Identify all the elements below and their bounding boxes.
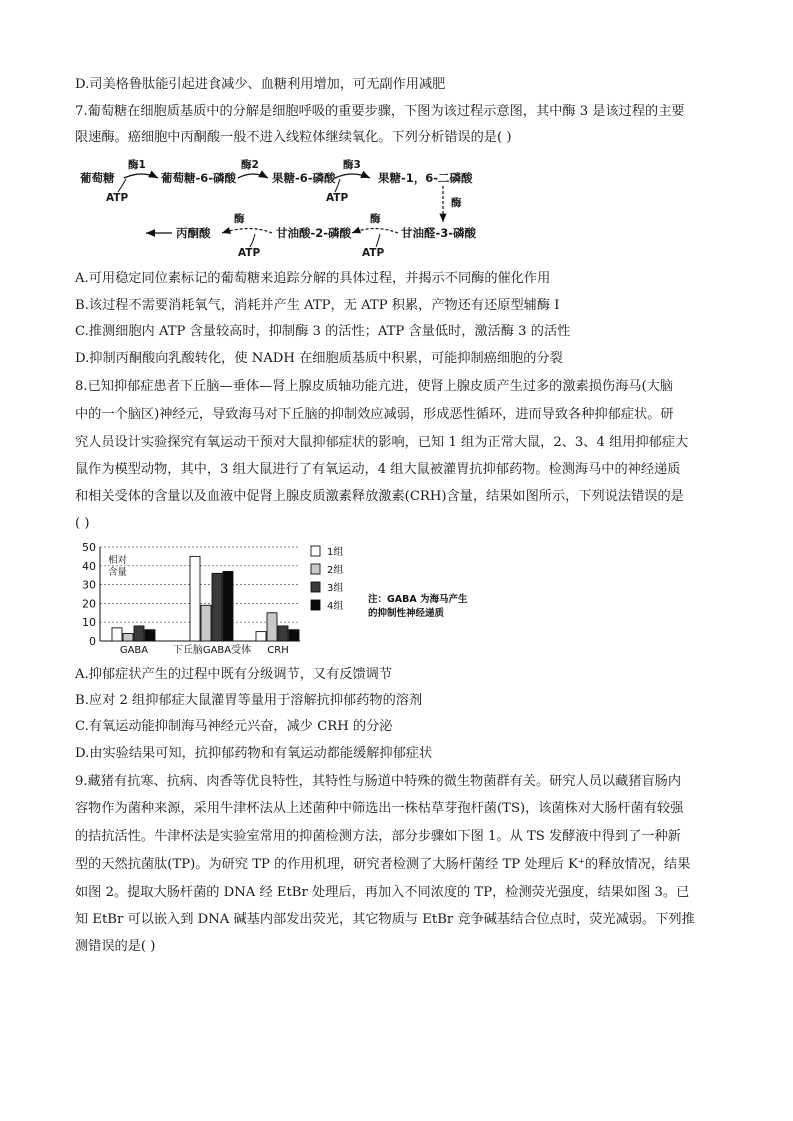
pyruvate-label: 丙酮酸 bbox=[176, 226, 211, 240]
enzyme-label-down: 酶 bbox=[451, 197, 462, 209]
legend-swatch bbox=[311, 582, 320, 592]
legend-swatch bbox=[311, 564, 320, 574]
f6p-label: 果糖-6-磷酸 bbox=[272, 171, 336, 185]
atp-label-1: ATP bbox=[106, 192, 129, 204]
option-7a: A.可用稳定同位素标记的葡萄糖来追踪分解的具体过程，并揭示不同酶的催化作用 bbox=[75, 271, 551, 286]
option-7c: C.推测细胞内 ATP 含量较高时，抑制酶 3 的活性；ATP 含量低时，激活酶 3 的活性 bbox=[75, 324, 571, 339]
bar bbox=[134, 626, 144, 641]
enzyme-label-left-1: 酶 bbox=[370, 213, 381, 225]
arrow-dashed-left-2 bbox=[222, 229, 272, 234]
bar bbox=[223, 571, 233, 641]
question-7-line-2: 限速酶。癌细胞中丙酮酸一般不进入线粒体继续氧化。下列分析错误的是( ) bbox=[75, 130, 512, 145]
question-8-line-5: 和相关受体的含量以及血液中促肾上腺皮质激素释放激素(CRH)含量，结果如图所示，下列说法错误的是 bbox=[75, 489, 684, 504]
option-8c: C.有氧运动能抑制海马神经元兴奋，减少 CRH 的分泌 bbox=[75, 719, 393, 734]
bar bbox=[190, 556, 200, 641]
arrow-enzyme2 bbox=[238, 174, 268, 178]
y-tick-label: 10 bbox=[82, 616, 96, 630]
y-tick-label: 20 bbox=[82, 597, 96, 611]
legend-swatch bbox=[311, 546, 320, 556]
question-7-line-1: 7.葡萄糖在细胞质基质中的分解是细胞呼吸的重要步骤，下图为该过程示意图，其中酶 3 是该过程的主要 bbox=[75, 104, 685, 119]
option-7d: D.抑制丙酮酸向乳酸转化，使 NADH 在细胞质基质中积累，可能抑制癌细胞的分裂 bbox=[75, 351, 563, 366]
x-tick-label: GABA bbox=[119, 645, 149, 656]
g3p-label: 甘油醛-3-磷酸 bbox=[401, 226, 477, 240]
arrow-enzyme1 bbox=[124, 174, 158, 178]
bar bbox=[123, 633, 133, 641]
g6p-label: 葡萄糖-6-磷酸 bbox=[161, 171, 237, 185]
question-8-line-6: ( ) bbox=[75, 516, 90, 531]
bar bbox=[267, 613, 277, 641]
question-9-line-1: 9.藏猪有抗寒、抗病、肉香等优良特性，其特性与肠道中特殊的微生物菌群有关。研究人员以藏猪盲肠内 bbox=[75, 774, 682, 789]
bar bbox=[201, 605, 211, 641]
arrow-dashed-left-1 bbox=[352, 229, 398, 234]
g2p-label: 甘油酸-2-磷酸 bbox=[276, 226, 352, 240]
option-8d: D.由实验结果可知，抗抑郁药物和有氧运动都能缓解抑郁症状 bbox=[75, 746, 433, 761]
option-8a: A.抑郁症状产生的过程中既有分级调节，又有反馈调节 bbox=[75, 667, 393, 682]
x-tick-label: 下丘脑GABA受体 bbox=[172, 645, 252, 656]
atp-label-3: ATP bbox=[362, 247, 385, 259]
bar bbox=[145, 630, 155, 641]
option-8b: B.应对 2 组抑郁症大鼠灌胃等量用于溶解抗抑郁药物的溶剂 bbox=[75, 693, 423, 708]
chart-note-line1: 注：GABA 为海马产生 bbox=[368, 594, 468, 605]
question-9-line-7: 测错误的是( ) bbox=[75, 939, 156, 954]
atp-label-2: ATP bbox=[326, 192, 349, 204]
question-9-line-2: 容物作为菌种来源，采用牛津杯法从上述菌种中筛选出一株枯草芽孢杆菌(TS)，该菌株对大肠杆菌有较强 bbox=[75, 801, 684, 816]
y-tick-label: 30 bbox=[82, 578, 96, 592]
legend-label: 2组 bbox=[327, 565, 344, 576]
legend-label: 1组 bbox=[327, 547, 344, 558]
question-9-line-3: 的拮抗活性。牛津杯法是实验室常用的抑菌检测方法，部分步骤如下图 1。从 TS 发酵液中得到了一种新 bbox=[75, 829, 681, 844]
enzyme3-label: 酶3 bbox=[343, 159, 361, 171]
legend-label: 3组 bbox=[327, 583, 344, 594]
question-9-line-4: 型的天然抗菌肽(TP)。为研究 TP 的作用机理，研究者检测了大肠杆菌经 TP 处理后 K⁺的释放情况，结果 bbox=[75, 857, 691, 872]
y-tick-label: 0 bbox=[89, 635, 96, 648]
option-6d: D.司美格鲁肽能引起进食减少、血糖利用增加，可无副作用减肥 bbox=[75, 77, 446, 92]
option-7b: B.该过程不需要消耗氧气，消耗并产生 ATP，无 ATP 积累，产物还有还原型辅酶 I bbox=[75, 298, 560, 313]
enzyme-label-left-2: 酶 bbox=[234, 213, 245, 225]
question-8-line-3: 究人员设计实验探究有氧运动干预对大鼠抑郁症状的影响，已知 1 组为正常大鼠，2、3、4 组用抑郁症大 bbox=[75, 435, 689, 450]
question-9-line-6: 知 EtBr 可以嵌入到 DNA 碱基内部发出荧光，其它物质与 EtBr 竞争碱基结合位点时，荧光减弱。下列推 bbox=[75, 912, 695, 927]
y-tick-label: 40 bbox=[82, 559, 96, 573]
arrow-enzyme3 bbox=[335, 174, 370, 178]
bar bbox=[212, 573, 222, 641]
question-8-line-2: 中的一个脑区)神经元，导致海马对下丘脑的抑制效应减弱，形成恶性循环，进而导致各种抑郁症状。研 bbox=[75, 407, 674, 422]
enzyme1-label: 酶1 bbox=[128, 159, 146, 171]
bar bbox=[256, 632, 266, 641]
legend-label: 4组 bbox=[327, 601, 344, 612]
enzyme2-label: 酶2 bbox=[241, 159, 259, 171]
y-tick-label: 50 bbox=[82, 541, 96, 554]
bar bbox=[112, 628, 122, 641]
chart-note-line2: 的抑制性神经递质 bbox=[368, 608, 445, 619]
glucose-label: 葡萄糖 bbox=[80, 171, 115, 185]
atp-label-4: ATP bbox=[238, 247, 261, 259]
bar bbox=[289, 630, 299, 641]
question-8-line-4: 鼠作为模型动物，其中，3 组大鼠进行了有氧运动，4 组大鼠被灌胃抗抑郁药物。检测海马中的神经递质 bbox=[75, 462, 681, 477]
y-axis-label: 相对 bbox=[108, 555, 128, 566]
question-9-line-5: 如图 2。提取大肠杆菌的 DNA 经 EtBr 处理后，再加入不同浓度的 TP，检测荧光强度，结果如图 3。已 bbox=[75, 885, 690, 900]
f16bp-label: 果糖-1，6-二磷酸 bbox=[378, 171, 473, 185]
y-axis-label: 含量 bbox=[108, 567, 128, 578]
legend-swatch bbox=[311, 600, 320, 610]
question-8-line-1: 8.已知抑郁症患者下丘脑—垂体—肾上腺皮质轴功能亢进，使肾上腺皮质产生过多的激素损伤海马(大脑 bbox=[75, 379, 673, 394]
bar bbox=[278, 626, 288, 641]
x-tick-label: CRH bbox=[267, 645, 289, 656]
bar-chart bbox=[72, 538, 512, 663]
